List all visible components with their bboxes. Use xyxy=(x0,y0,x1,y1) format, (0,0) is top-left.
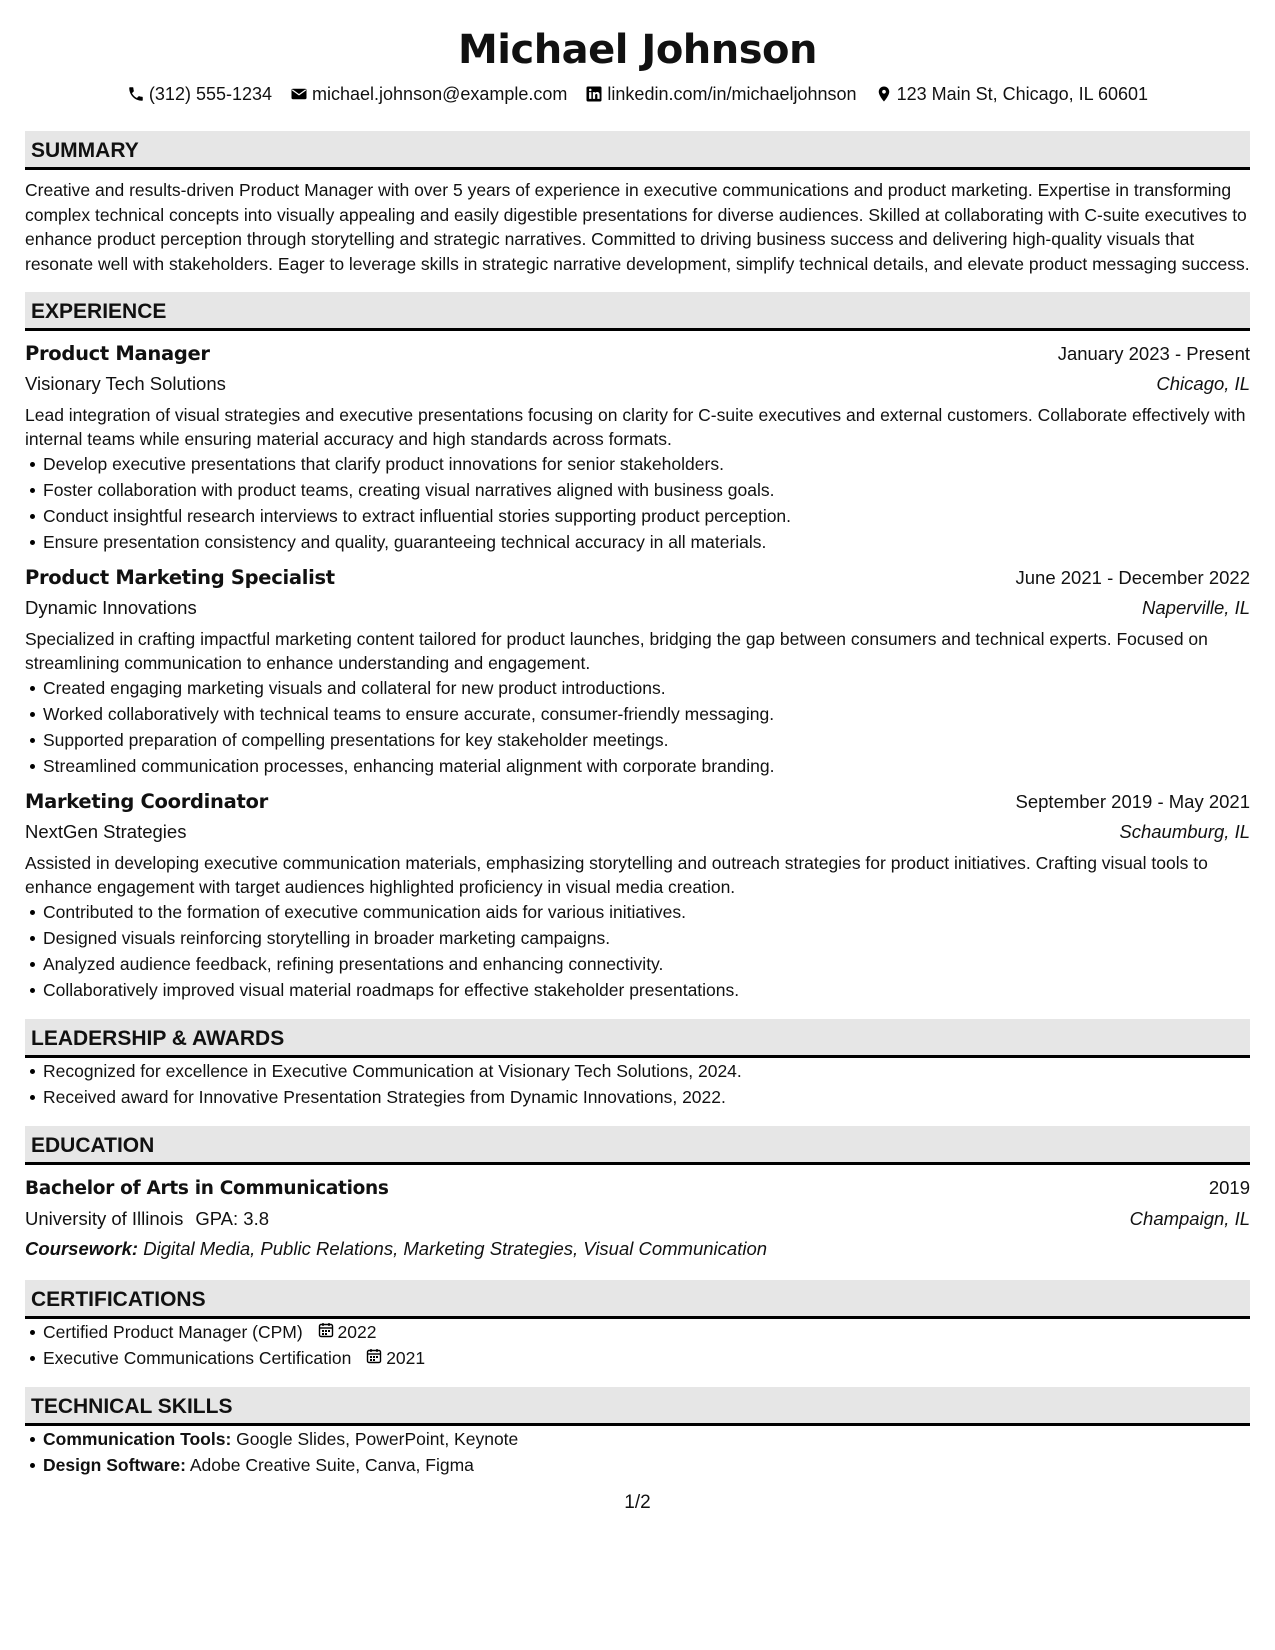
list-item: Contributed to the formation of executive communication aids for various initiatives. xyxy=(43,899,1250,925)
calendar-icon xyxy=(318,1319,334,1345)
education-entry xyxy=(25,1173,1250,1264)
list-item xyxy=(43,1426,1250,1452)
job-company: NextGen Strategies xyxy=(25,821,187,842)
leadership-list xyxy=(25,1058,1250,1110)
list-item: Streamlined communication processes, enhancing material alignment with corporate branding. xyxy=(43,753,1250,779)
list-item: Supported preparation of compelling presentations for key stakeholder meetings. xyxy=(43,727,1250,753)
linkedin-icon xyxy=(585,85,603,103)
skill-label: Communication Tools: xyxy=(43,1429,232,1449)
job-entry xyxy=(25,339,1250,555)
cert-name: Certified Product Manager (CPM) xyxy=(43,1322,303,1342)
calendar-icon xyxy=(366,1345,382,1371)
cert-year: 2022 xyxy=(337,1322,377,1342)
page-number: 1/2 xyxy=(624,1492,651,1513)
cert-date xyxy=(318,1319,377,1345)
skill-value: Adobe Creative Suite, Canva, Figma xyxy=(189,1455,474,1475)
job-location: Chicago, IL xyxy=(1156,373,1250,394)
job-description: Specialized in crafting impactful marketing content tailored for product launches, bridging the gap between consumers and technical experts. Focused on streamlining communication to enhance understanding and engagement. xyxy=(25,629,1208,673)
contact-bar xyxy=(25,82,1250,106)
certifications-list xyxy=(25,1319,1250,1371)
contact-linkedin[interactable] xyxy=(585,82,856,106)
list-item: Ensure presentation consistency and quality, guaranteeing technical accuracy in all materials. xyxy=(43,529,1250,555)
cert-name: Executive Communications Certification xyxy=(43,1348,352,1368)
list-item: Develop executive presentations that clarify product innovations for senior stakeholders. xyxy=(43,451,1250,477)
list-item xyxy=(43,1319,1250,1345)
coursework-list: Digital Media, Public Relations, Marketing Strategies, Visual Communication xyxy=(143,1238,768,1259)
job-title: Product Marketing Specialist xyxy=(25,566,335,589)
job-title: Product Manager xyxy=(25,342,210,365)
phone-text: (312) 555-1234 xyxy=(148,84,273,104)
job-entry xyxy=(25,787,1250,1003)
certifications-heading: CERTIFICATIONS xyxy=(25,1280,1250,1319)
list-item: Received award for Innovative Presentation Strategies from Dynamic Innovations, 2022. xyxy=(43,1084,1250,1110)
list-item: Worked collaboratively with technical teams to ensure accurate, consumer-friendly messaging. xyxy=(43,701,1250,727)
job-location: Schaumburg, IL xyxy=(1119,821,1250,842)
email-link[interactable]: michael.johnson@example.com xyxy=(312,84,568,104)
skill-label: Design Software: xyxy=(43,1455,186,1475)
contact-address xyxy=(875,82,1149,106)
cert-date xyxy=(366,1345,425,1371)
candidate-name: Michael Johnson xyxy=(457,27,818,73)
job-location: Naperville, IL xyxy=(1142,597,1250,618)
school-location: Champaign, IL xyxy=(1129,1208,1250,1229)
leadership-heading: LEADERSHIP & AWARDS xyxy=(25,1019,1250,1058)
summary-heading: SUMMARY xyxy=(25,131,1250,170)
list-item: Foster collaboration with product teams, creating visual narratives aligned with business goals. xyxy=(43,477,1250,503)
education-heading: EDUCATION xyxy=(25,1126,1250,1165)
list-item xyxy=(43,1345,1250,1371)
gpa: GPA: 3.8 xyxy=(195,1208,270,1229)
coursework xyxy=(25,1234,1250,1264)
contact-phone xyxy=(127,82,272,106)
job-description: Lead integration of visual strategies and executive presentations focusing on clarity for C-suite executives and external customers. Collaborate effectively with internal teams while ensuring material accuracy and high standards across formats. xyxy=(25,405,1246,449)
job-title: Marketing Coordinator xyxy=(25,790,268,813)
degree-title: Bachelor of Arts in Communications xyxy=(25,1178,389,1199)
school-name: University of Illinois xyxy=(25,1208,184,1229)
list-item: Recognized for excellence in Executive Communication at Visionary Tech Solutions, 2024. xyxy=(43,1058,1250,1084)
graduation-year: 2019 xyxy=(1208,1177,1250,1198)
job-dates: September 2019 - May 2021 xyxy=(1015,791,1250,812)
experience-heading: EXPERIENCE xyxy=(25,292,1250,331)
envelope-icon xyxy=(290,85,308,103)
job-company: Visionary Tech Solutions xyxy=(25,373,226,394)
coursework-label: Coursework: xyxy=(25,1238,139,1259)
list-item: Designed visuals reinforcing storytelling in broader marketing campaigns. xyxy=(43,925,1250,951)
job-entry xyxy=(25,563,1250,779)
cert-year: 2021 xyxy=(386,1348,426,1368)
location-pin-icon xyxy=(875,85,893,103)
linkedin-link[interactable]: linkedin.com/in/michaeljohnson xyxy=(607,84,857,104)
job-bullets xyxy=(25,675,1250,779)
summary-text: Creative and results-driven Product Manager with over 5 years of experience in executive communications and product marketing. Expertise in transforming complex technical concepts into visually appealing and easily digestible presentations for diverse audiences. Skilled at collaborating with C-suite executives to enhance product perception through storytelling and strategic narratives. Committed to driving business success and delivering high-quality visuals that resonate well with stakeholders. Eager to leverage skills in strategic narrative development, simplify technical details, and elevate product messaging success. xyxy=(25,180,1250,274)
job-description: Assisted in developing executive communication materials, emphasizing storytelling and outreach strategies for product initiatives. Crafting visual tools to enhance engagement with target audiences highlighted proficiency in visual media creation. xyxy=(25,853,1208,897)
job-dates: January 2023 - Present xyxy=(1057,343,1250,364)
list-item: Analyzed audience feedback, refining presentations and enhancing connectivity. xyxy=(43,951,1250,977)
job-bullets xyxy=(25,899,1250,1003)
list-item xyxy=(43,1452,1250,1478)
phone-icon xyxy=(127,85,145,103)
skill-value: Google Slides, PowerPoint, Keynote xyxy=(236,1429,519,1449)
list-item: Created engaging marketing visuals and collateral for new product introductions. xyxy=(43,675,1250,701)
list-item: Collaboratively improved visual material roadmaps for effective stakeholder presentations. xyxy=(43,977,1250,1003)
list-item: Conduct insightful research interviews to extract influential stories supporting product perception. xyxy=(43,503,1250,529)
job-company: Dynamic Innovations xyxy=(25,597,197,618)
resume-page xyxy=(25,0,1250,1478)
school-line xyxy=(25,1204,269,1234)
skills-list xyxy=(25,1426,1250,1478)
job-dates: June 2021 - December 2022 xyxy=(1015,567,1250,588)
job-bullets xyxy=(25,451,1250,555)
address-text: 123 Main St, Chicago, IL 60601 xyxy=(896,84,1149,104)
skills-heading: TECHNICAL SKILLS xyxy=(25,1387,1250,1426)
contact-email[interactable] xyxy=(290,82,567,106)
